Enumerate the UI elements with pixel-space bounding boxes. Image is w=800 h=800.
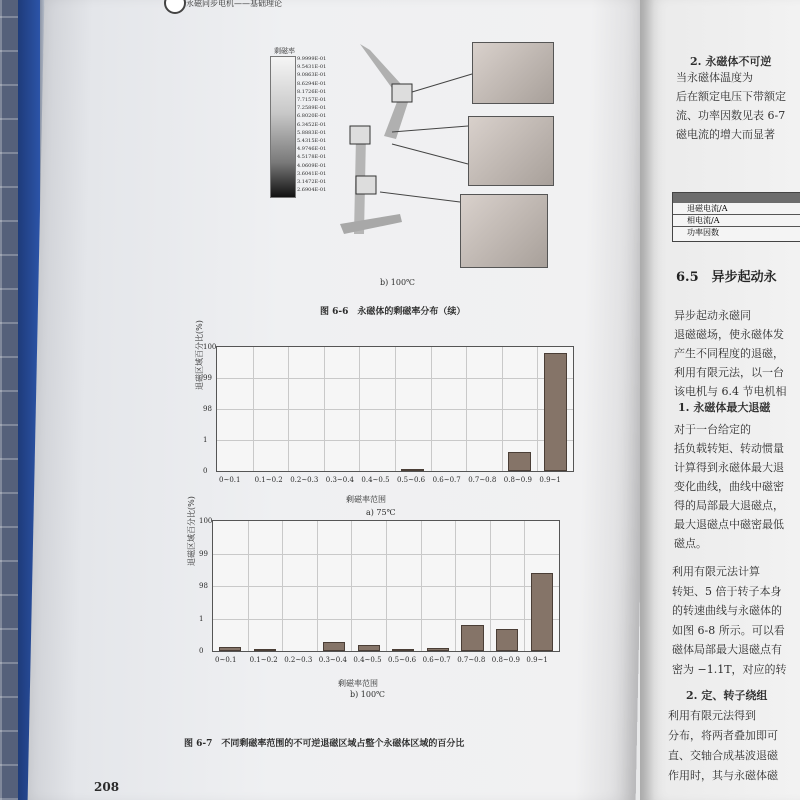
grid-line-horizontal — [217, 440, 573, 441]
text-line: 直、交轴合成基波退磁 — [668, 749, 778, 762]
chart-bar — [461, 625, 483, 651]
right-subheading-2: 1. 永磁体最大退磁 — [678, 401, 771, 414]
x-tick-label: 0.5~0.6 — [397, 476, 426, 484]
legend-value: 3.1472E-01 — [297, 179, 327, 185]
legend-value: 6.3452E-01 — [297, 121, 327, 128]
x-tick-label: 0.2~0.3 — [290, 476, 319, 484]
text-line: 计算得到永磁体最大退 — [674, 461, 784, 474]
x-tick-label: 0.2~0.3 — [284, 656, 313, 664]
text-line: 利用有限元法得到 — [668, 709, 756, 722]
fig-6-6-caption: 图 6-6 永磁体的剩磁率分布（续） — [320, 307, 466, 317]
x-tick-label: 0.3~0.4 — [325, 476, 354, 484]
right-subheading-3: 2. 定、转子绕组 — [686, 689, 768, 702]
y-tick-label: 1 — [199, 614, 204, 623]
text-line: 的转速曲线与永磁体的 — [672, 604, 782, 617]
x-tick-label: 0.8~0.9 — [503, 476, 532, 484]
fig-6-6-subcaption: b) 100℃ — [380, 278, 416, 287]
legend-title: 剩磁率 — [274, 47, 295, 55]
chart-bar — [323, 642, 345, 651]
table-row: 退磁电流/A — [673, 203, 800, 215]
x-tick-label: 0.4~0.5 — [361, 476, 390, 484]
legend-value: 9.5431E-01 — [297, 64, 327, 71]
chart-75c — [203, 343, 574, 484]
y-tick-label: 0 — [199, 647, 204, 655]
text-line: 磁电流的增大而显著 — [676, 128, 775, 141]
data-table — [672, 192, 800, 242]
chart-b-ylabel: 退磁区域百分比(%) — [187, 496, 196, 566]
chart-a-subcaption: a) 75℃ — [366, 508, 396, 517]
chart-bar — [544, 353, 567, 471]
text-line: 分布，将两者叠加即可 — [668, 729, 778, 742]
text-line: 最大退磁点中磁密最低 — [674, 518, 784, 531]
grid-line-horizontal — [213, 554, 559, 555]
legend-value: 3.6041E-01 — [297, 170, 327, 177]
chart-bar — [531, 573, 553, 651]
table-row: 相电流/A — [673, 215, 800, 227]
chart-bar — [254, 649, 276, 651]
page-number: 208 — [94, 780, 120, 794]
chart-a-xlabel: 剩磁率范围 — [346, 495, 386, 504]
text-line: 如图 6-8 所示。可以看 — [672, 623, 785, 637]
y-tick-label: 99 — [199, 549, 208, 558]
table-row: 功率因数 — [687, 228, 719, 237]
color-legend-bar — [270, 56, 296, 198]
y-tick-label: 100 — [203, 343, 217, 351]
x-tick-label: 0.9~1 — [539, 476, 561, 484]
text-line: 利用有限元法计算 — [672, 565, 760, 578]
chart-bar — [401, 469, 424, 471]
x-tick-label: 0.1~0.2 — [254, 476, 283, 484]
grid-line-horizontal — [217, 378, 573, 379]
y-tick-label: 98 — [199, 582, 208, 590]
legend-value: 7.2589E-01 — [297, 105, 327, 112]
y-tick-label: 99 — [203, 374, 212, 382]
legend-value: 9.0863E-01 — [297, 72, 327, 79]
x-tick-label: 0.7~0.8 — [468, 476, 497, 484]
text-line: 对于一台给定的 — [674, 423, 751, 436]
fig-6-7-caption: 图 6-7 不同剩磁率范围的不可逆退磁区域占整个永磁体区域的百分比 — [184, 739, 465, 749]
chart-bar — [219, 647, 241, 651]
x-tick-label: 0.9~1 — [526, 656, 548, 664]
header-book-title: 永磁同步电机——基础理论 — [186, 0, 282, 8]
y-tick-label: 1 — [203, 436, 208, 444]
chart-bar — [508, 452, 531, 471]
chart-b-xlabel: 剩磁率范围 — [338, 679, 378, 688]
y-tick-label: 0 — [203, 467, 208, 475]
x-tick-label: 0~0.1 — [219, 476, 241, 484]
grid-line-horizontal — [217, 409, 573, 410]
zoom-leader-lines — [360, 44, 480, 244]
chart-bar — [392, 649, 414, 651]
legend-value: 7.7157E-01 — [297, 97, 327, 103]
text-line: 利用有限元法，以一台 — [674, 366, 784, 379]
zoom-view-1 — [472, 42, 554, 104]
x-tick-label: 0.5~0.6 — [388, 656, 417, 664]
text-line: 退磁磁场，使永磁体发 — [674, 328, 784, 341]
text-line: 磁点。 — [674, 537, 707, 550]
text-line: 该电机与 6.4 节电机相 — [674, 385, 787, 398]
legend-value: 4.9746E-01 — [297, 146, 327, 153]
y-tick-label: 100 — [199, 517, 213, 525]
x-tick-label: 0.6~0.7 — [422, 656, 451, 664]
text-line: 转矩、5 倍于转子本身 — [672, 584, 782, 598]
chart-bar — [496, 629, 518, 651]
x-tick-label: 0.3~0.4 — [318, 656, 347, 664]
text-line: 异步起动永磁同 — [674, 309, 751, 322]
legend-value: 6.8020E-01 — [297, 113, 327, 120]
chart-bar — [358, 645, 380, 652]
legend-value: 5.4315E-01 — [297, 138, 327, 144]
x-tick-label: 0.8~0.9 — [491, 656, 520, 664]
right-subheading-1: 2. 永磁体不可逆 — [690, 55, 772, 68]
legend-value: 8.6294E-01 — [297, 80, 327, 87]
text-line: 变化曲线，曲线中磁密 — [674, 480, 784, 493]
chart-a-ylabel: 退磁区域百分比(%) — [195, 320, 204, 390]
chart-100c — [199, 517, 560, 664]
legend-value: 5.8883E-01 — [297, 129, 327, 136]
y-tick-label: 98 — [203, 405, 212, 413]
chart-b-subcaption: b) 100℃ — [350, 690, 386, 699]
text-line: 后在额定电压下带额定 — [676, 90, 786, 103]
x-tick-label: 0.1~0.2 — [249, 656, 278, 664]
x-tick-label: 0.7~0.8 — [457, 656, 486, 664]
legend-value: 9.9999E-01 — [297, 56, 327, 62]
section-heading-6-5: 6.5 异步起动永 — [676, 270, 777, 285]
x-tick-label: 0.6~0.7 — [432, 476, 461, 484]
legend-value: 2.6904E-01 — [297, 187, 327, 194]
text-line: 流、功率因数见表 6-7 — [676, 109, 786, 122]
legend-value: 4.0609E-01 — [297, 162, 327, 169]
grid-line-horizontal — [213, 586, 559, 587]
text-line: 作用时，其与永磁体磁 — [668, 769, 778, 782]
zoom-view-2 — [468, 116, 554, 186]
text-line: 产生不同程度的退磁， — [674, 347, 784, 360]
text-line: 当永磁体温度为 — [676, 71, 753, 84]
legend-value: 4.5178E-01 — [297, 154, 327, 161]
table-header — [673, 193, 800, 203]
text-line: 括负载转矩、转动惯量 — [674, 442, 784, 455]
x-tick-label: 0~0.1 — [215, 656, 237, 664]
legend-value: 8.1726E-01 — [297, 88, 327, 95]
text-line: 磁体局部最大退磁点有 — [672, 643, 782, 656]
chart-bar — [427, 648, 449, 651]
x-tick-label: 0.4~0.5 — [353, 656, 382, 664]
text-line: 得的局部最大退磁点， — [674, 499, 784, 512]
grid-line-horizontal — [213, 619, 559, 620]
text-line: 密为 −1.1T，对应的转 — [672, 662, 787, 676]
